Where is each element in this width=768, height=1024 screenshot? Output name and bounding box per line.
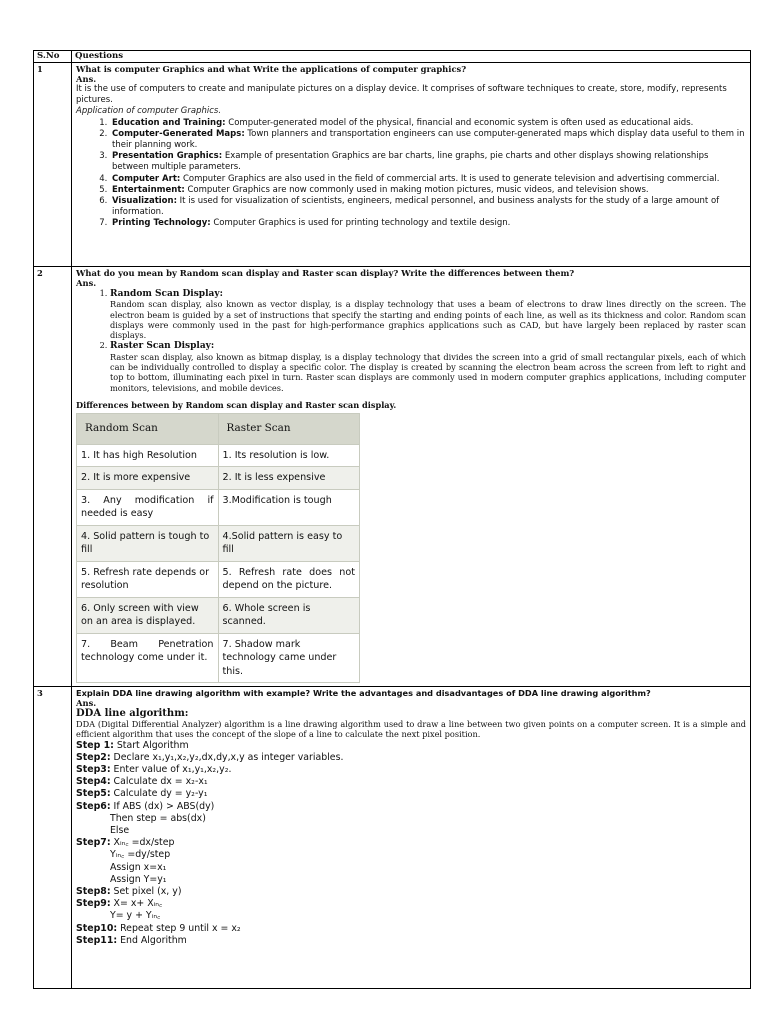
step-label: Step10: xyxy=(76,922,118,934)
step-text: Repeat step 9 until x = x₂ xyxy=(117,922,241,934)
item-term: 2. Raster Scan Display: xyxy=(110,341,215,352)
table-row xyxy=(34,687,751,989)
step-line xyxy=(76,923,746,935)
diff-row xyxy=(77,597,360,633)
diff-cell: 1. It has high Resolution xyxy=(77,444,219,467)
item-text: Computer Graphics are now commonly used in making motion pictures, music videos, and television shows. xyxy=(184,184,649,195)
step-line xyxy=(76,837,746,849)
dda-intro: DDA (Digital Differential Analyzer) algorithm is a line drawing algorithm used to draw a line between two given points on a computer screen. It is a simple and efficient algorithm that uses the concept of the slope of a line to calculate the next pixel position. xyxy=(76,719,746,740)
step-text: Else xyxy=(110,825,130,837)
list-item xyxy=(110,174,746,185)
step-line xyxy=(76,813,746,825)
diff-cell: 4. Solid pattern is tough to fill xyxy=(77,525,219,561)
ans-label: Ans. xyxy=(76,278,97,288)
sno-header: S.No xyxy=(34,51,72,63)
diff-cell: 5. Refresh rate depends or resolution xyxy=(77,561,219,597)
step-text: End Algorithm xyxy=(117,934,187,946)
diff-header-row xyxy=(77,413,360,444)
step-text: Yᵢₙ꜀ =dy/step xyxy=(110,849,171,861)
diff-cell: 3.Modification is tough xyxy=(218,489,360,525)
list-item xyxy=(110,340,746,392)
steps-list xyxy=(76,740,746,947)
step-text: Start Algorithm xyxy=(113,739,189,751)
question-text: What is computer Graphics and what Write the applications of computer graphics? xyxy=(76,64,467,74)
item-term: Visualization: xyxy=(112,196,177,207)
answer-cell xyxy=(72,687,751,989)
questions-header: Questions xyxy=(72,51,751,63)
differences-table xyxy=(76,413,360,684)
subheading: Application of computer Graphics. xyxy=(76,106,222,117)
step-line xyxy=(76,862,746,874)
diff-row xyxy=(77,561,360,597)
table-header-row xyxy=(34,51,751,63)
step-line xyxy=(76,898,746,910)
diff-cell: 7. Beam Penetration technology come under it. xyxy=(77,633,219,683)
step-line xyxy=(76,874,746,886)
question-text: What do you mean by Random scan display and Raster scan display? Write the differences between them? xyxy=(76,268,575,278)
list-item xyxy=(110,196,746,218)
item-text: Computer-generated model of the physical, financial and economic system is often used as educational aids. xyxy=(225,117,694,128)
step-line xyxy=(76,752,746,764)
list-item xyxy=(110,218,746,229)
definition-text: It is the use of computers to create and manipulate pictures on a display device. It comprises of software techniques to create, store, modify, represents pictures. xyxy=(76,84,727,106)
step-line xyxy=(76,849,746,861)
step-line xyxy=(76,788,746,800)
step-text: Y= y + Yᵢₙ꜀ xyxy=(110,910,161,922)
step-label: Step11: xyxy=(76,934,118,946)
diff-row xyxy=(77,525,360,561)
step-text: Assign Y=y₁ xyxy=(110,873,167,885)
list-item xyxy=(110,118,746,129)
step-line xyxy=(76,740,746,752)
list-item xyxy=(110,185,746,196)
diff-row xyxy=(77,489,360,525)
item-text: Town planners and transportation engineers can use computer-generated maps which display data useful to them in their planning work. xyxy=(112,128,745,151)
dda-title: DDA line algorithm: xyxy=(76,708,189,719)
step-text: Declare x₁,y₁,x₂,y₂,dx,dy,x,y as integer variables. xyxy=(110,751,344,763)
step-text: X= x+ Xᵢₙ꜀ xyxy=(110,898,163,910)
applications-list xyxy=(76,118,746,230)
item-text: Raster scan display, also known as bitmap display, is a display technology that divides the screen into a grid of small rectangular pixels, each of which can be individually controlled to display a specific color. The display is created by scanning the electron beam across the screen from left to right and top to bottom, illuminating each pixel in turn. Raster scan displays are commonly used in modern computer graphics applications, including computer monitors, televisions, and mobile devices. xyxy=(110,351,746,393)
diff-row xyxy=(77,633,360,683)
item-text: Example of presentation Graphics are bar charts, line graphs, pie charts and other displays showing relationships between multiple parameters. xyxy=(112,151,709,173)
diff-row xyxy=(77,467,360,490)
row-number: 3 xyxy=(34,687,72,989)
diff-caption: Differences between by Random scan display and Raster scan display. xyxy=(76,399,397,410)
question-text: Explain DDA line drawing algorithm with example? Write the advantages and disadvantages of DDA line drawing algorithm? xyxy=(76,688,651,698)
diff-cell: 2. It is more expensive xyxy=(77,467,219,490)
step-line xyxy=(76,935,746,947)
diff-cell: 2. It is less expensive xyxy=(218,467,360,490)
diff-header-random: Random Scan xyxy=(77,413,219,444)
step-line xyxy=(76,910,746,922)
diff-header-raster: Raster Scan xyxy=(218,413,360,444)
row-number: 1 xyxy=(34,63,72,267)
step-label: Step7: xyxy=(76,837,111,849)
step-label: Step9: xyxy=(76,898,111,910)
item-text: Computer Graphics is used for printing technology and textile design. xyxy=(210,218,511,229)
step-text: Calculate dx = x₂-x₁ xyxy=(110,776,208,788)
ans-label: Ans. xyxy=(76,698,97,708)
step-label: Step6: xyxy=(76,800,111,812)
row-number: 2 xyxy=(34,267,72,687)
step-label: Step5: xyxy=(76,788,111,800)
diff-cell: 1. Its resolution is low. xyxy=(218,444,360,467)
scan-definitions-list xyxy=(76,288,746,393)
step-text: Assign x=x₁ xyxy=(110,861,167,873)
answer-cell xyxy=(72,267,751,687)
step-text: Calculate dy = y₂-y₁ xyxy=(110,788,208,800)
step-line xyxy=(76,886,746,898)
answer-cell xyxy=(72,63,751,267)
step-label: Step8: xyxy=(76,886,111,898)
table-row xyxy=(34,63,751,267)
diff-cell: 6. Only screen with view on an area is displayed. xyxy=(77,597,219,633)
step-label: Step4: xyxy=(76,776,111,788)
list-item xyxy=(110,288,746,340)
step-line xyxy=(76,776,746,788)
item-term: Presentation Graphics: xyxy=(112,151,223,162)
diff-cell: 3. Any modification if needed is easy xyxy=(77,489,219,525)
step-label: Step 1: xyxy=(76,739,114,751)
diff-cell: 7. Shadow mark technology came under this. xyxy=(218,633,360,683)
qa-table xyxy=(33,50,751,989)
diff-cell: 5. Refresh rate does not depend on the picture. xyxy=(218,561,360,597)
list-item xyxy=(110,129,746,151)
step-label: Step2: xyxy=(76,751,111,763)
step-text: Xᵢₙ꜀ =dx/step xyxy=(110,837,175,849)
step-text: Then step = abs(dx) xyxy=(110,812,206,824)
item-text: It is used for visualization of scientists, engineers, medical personnel, and business analysts for the study of a large amount of information. xyxy=(112,196,720,218)
step-text: Enter value of x₁,y₁,x₂,y₂. xyxy=(110,764,232,775)
item-term: Entertainment: xyxy=(112,184,185,195)
item-term: Computer Art: xyxy=(112,173,181,184)
ans-label: Ans. xyxy=(76,74,97,84)
diff-cell: 4.Solid pattern is easy to fill xyxy=(218,525,360,561)
step-text: If ABS (dx) > ABS(dy) xyxy=(110,800,215,812)
step-line xyxy=(76,801,746,813)
step-label: Step3: xyxy=(76,764,111,775)
item-term: Computer-Generated Maps: xyxy=(112,128,245,139)
step-line xyxy=(76,764,746,776)
item-term: 1. Random Scan Display: xyxy=(110,289,223,299)
diff-row xyxy=(77,444,360,467)
step-line xyxy=(76,825,746,837)
step-text: Set pixel (x, y) xyxy=(110,886,182,898)
item-text: Computer Graphics are also used in the field of commercial arts. It is used to generate television and advertising commercial. xyxy=(180,173,720,184)
item-term: Education and Training: xyxy=(112,117,226,128)
list-item xyxy=(110,151,746,173)
item-text: Random scan display, also known as vector display, is a display technology that uses a beam of electrons to draw lines directly on the screen. The electron beam is guided by a set of instructions that specify the starting and ending points of each line, as well as its thickness and color. Random scan displays were commonly used in the past for high-performance graphics applications such as CAD, but have largely been replaced by raster scan displays. xyxy=(110,299,746,341)
diff-cell: 6. Whole screen is scanned. xyxy=(218,597,360,633)
item-term: Printing Technology: xyxy=(112,218,211,229)
table-row xyxy=(34,267,751,687)
